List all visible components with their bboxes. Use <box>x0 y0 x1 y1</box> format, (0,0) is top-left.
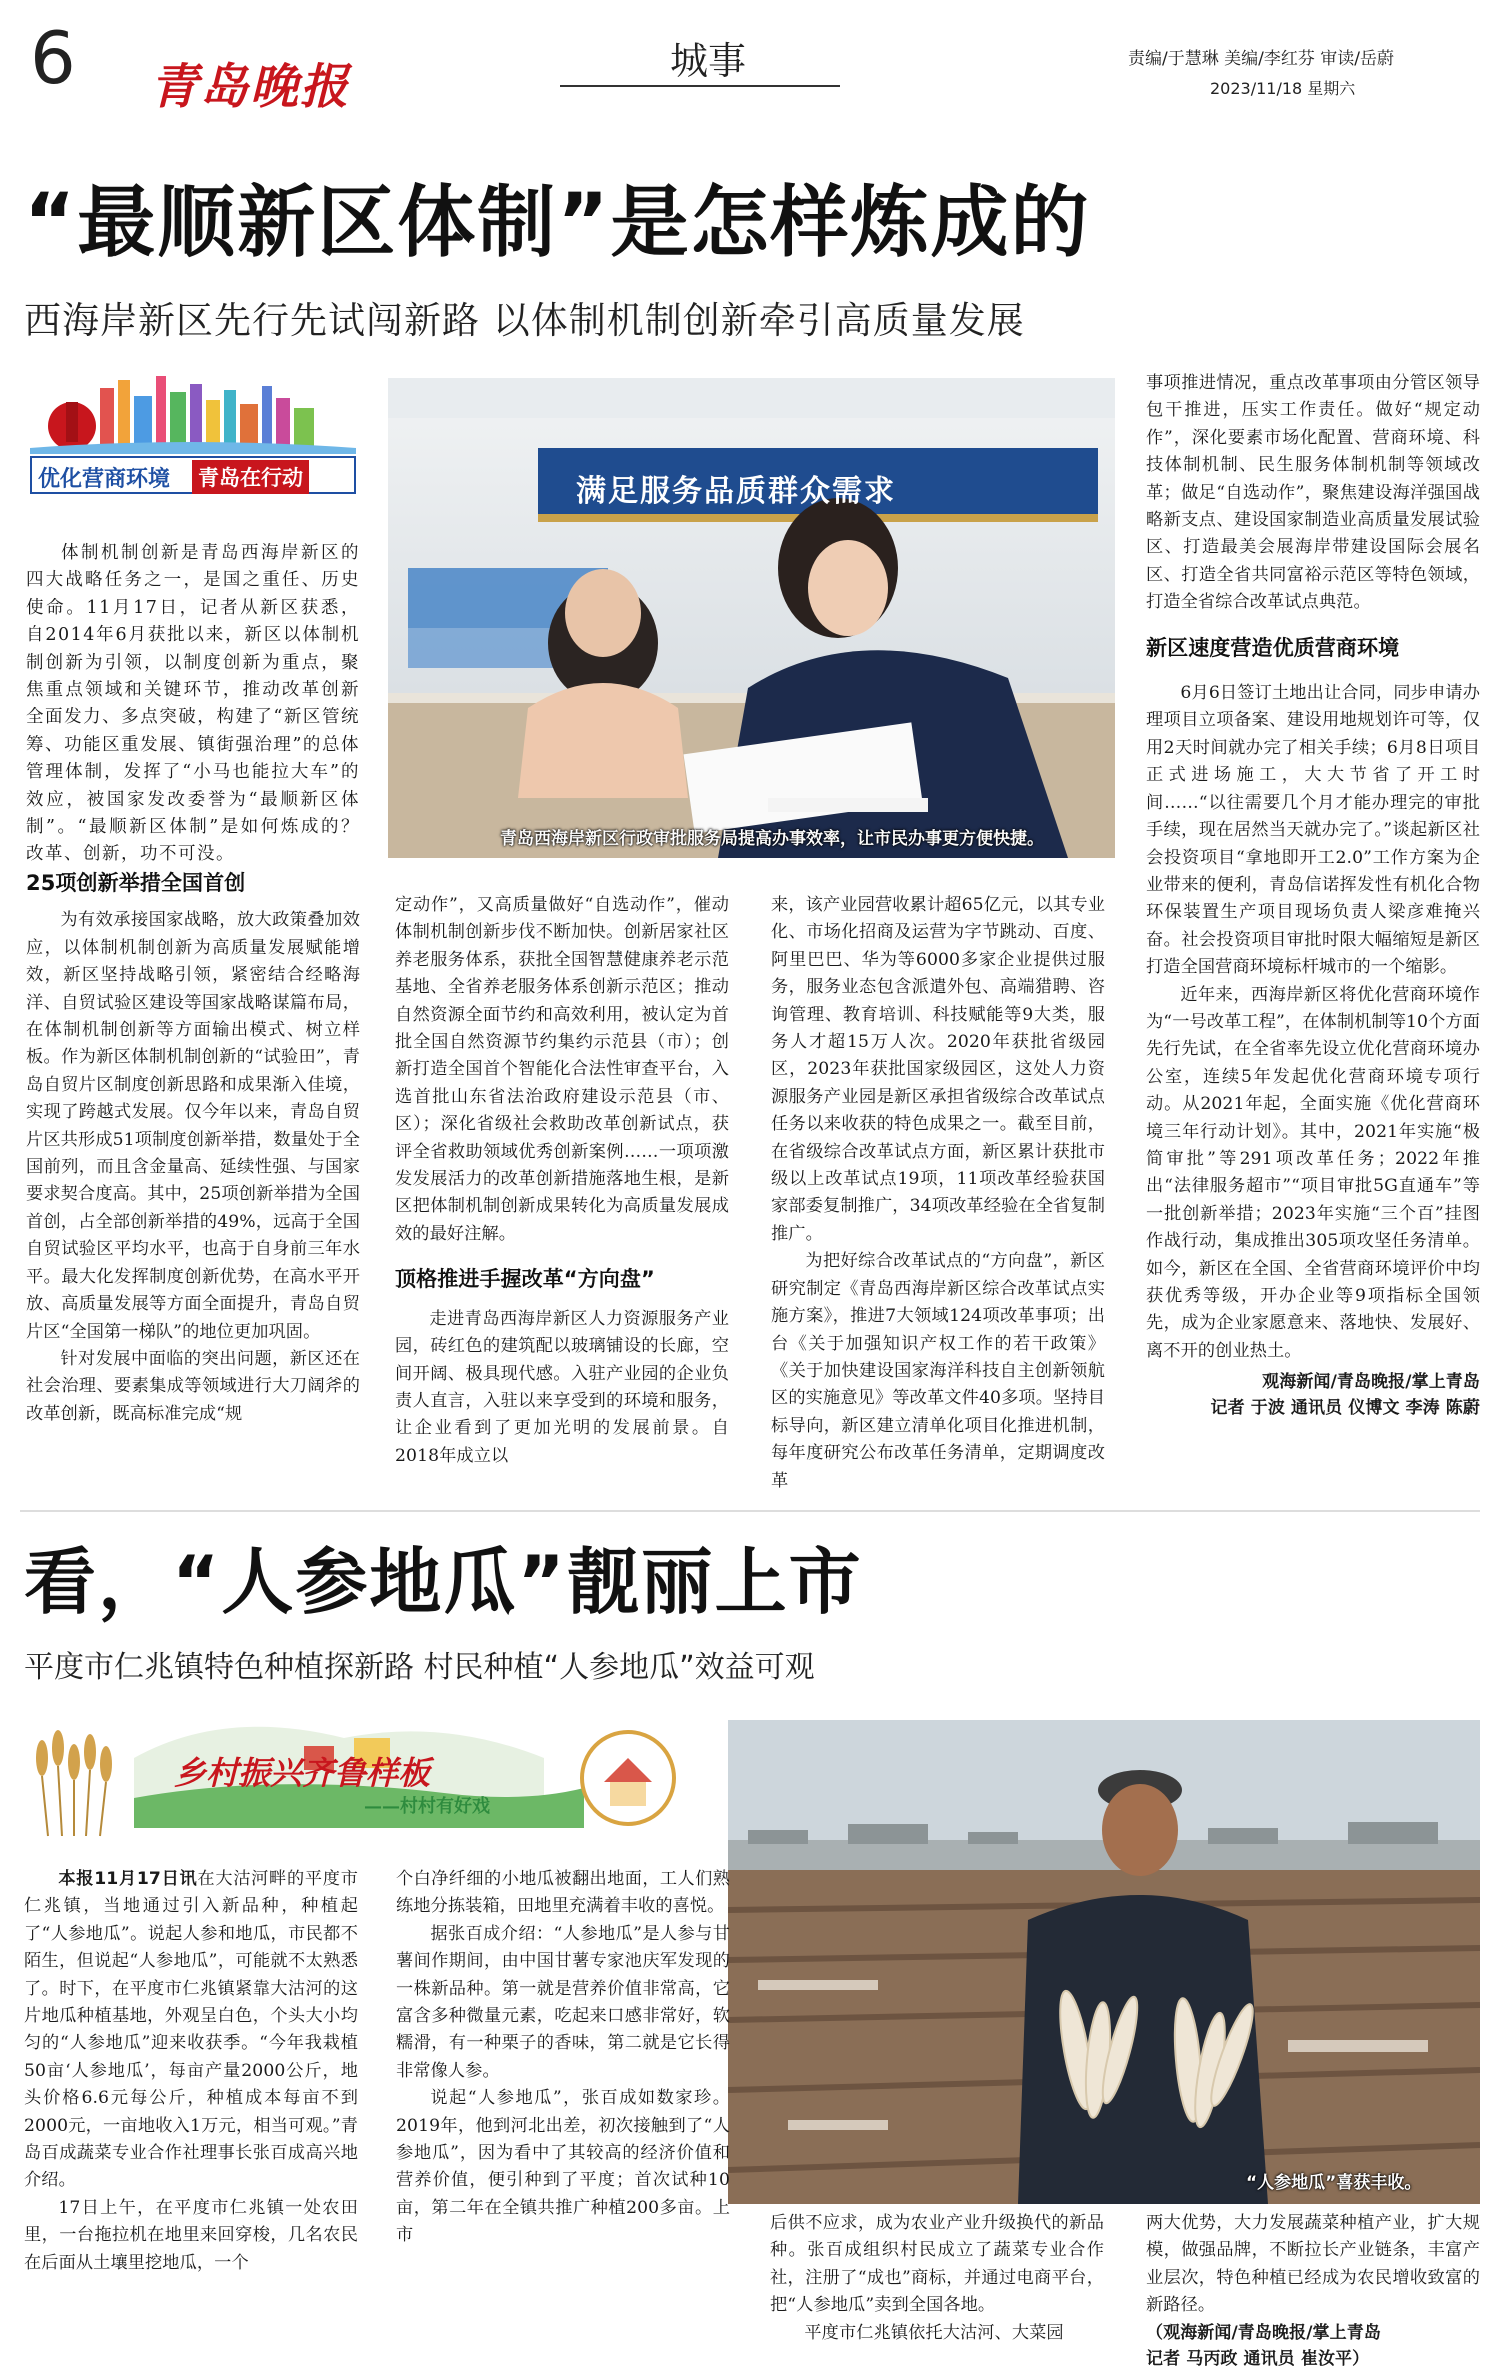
article1-para: 为把好综合改革试点的“方向盘”，新区研究制定《青岛西海岸新区综合改革试点实施方案》，推进7大领域124项改革事项；出台《关于加强知识产权工作的若干政策》《关于加快建设国家海洋科技自主创新领航区的实施意见》等改革文件40多项。坚持目标导向，新区建立清单化项目化推进机制，每年度研究公布改革任务清单，定期调度改革 <box>771 1251 1105 1491</box>
article2-para: 17日上午，在平度市仁兆镇一处农田里，一台拖拉机在地里来回穿梭，几名农民在后面从土壤里挖地瓜，一个 <box>24 2197 358 2273</box>
article2-para: 说起“人参地瓜”，张百成如数家珍。2019年，他到河北出差，初次接触到了“人参地瓜”，因为看中了其较高的经济价值和营养价值，便引种到了平度；首次试种10亩，第二年在全镇共推广种植200多亩。上市 <box>396 2088 730 2246</box>
article1-subhead-1: 25项创新举措全国首创 <box>26 871 246 895</box>
date-line: 2023/11/18 星期六 <box>1210 79 1356 98</box>
editors-line: 责编/于慧琳 美编/李红芬 审读/岳蔚 <box>1128 49 1394 69</box>
article1-para: 走进青岛西海岸新区人力资源服务产业园，砖红色的建筑配以玻璃铺设的长廊，空间开阔、极具现代感。入驻产业园的企业负责人直言，入驻以来享受到的环境和服务，让企业看到了更加光明的发展前景。自2018年成立以 <box>395 1308 729 1466</box>
article1-para: 6月6日签订土地出让合同，同步申请办理项目立项备案、建设用地规划许可等，仅用2天时间就办完了相关手续；6月8日项目正式进场施工，大大节省了开工时间……“以往需要几个月才能办理完的审批手续，现在居然当天就办完了。”谈起新区社会投资项目“拿地即开工2.0”工作方案为企业带来的便利，青岛信诺挥发性有机化合物环保装置生产项目现场负责人梁彦难掩兴奋。社会投资项目审批时限大幅缩短是新区打造全国营商环境标杆城市的一个缩影。 <box>1146 683 1480 978</box>
banner-label-box <box>30 456 356 494</box>
banner-label: 优化营商环境 <box>38 467 171 492</box>
article1-para: 定动作”，又高质量做好“自选动作”，催动体制机制创新步伐不断加快。创新居家社区养老服务体系，获批全国智慧健康养老示范基地、全省养老服务体系创新示范区；推动自然资源全面节约和高效利用，被认定为首批全国自然资源节约集约示范县（市）；创新打造全国首个智能化合法性审查平台，入选首批山东省法治政府建设示范县（市、区）；深化省级社会救助改革创新试点，获评全省救助领域优秀创新案例……一项项激发发展活力的改革创新措施落地生根，是新区把体制机制创新成果转化为高质量发展成效的最好注解。 <box>395 895 729 1244</box>
article2-title: 看，“人参地瓜”靓丽上市 <box>24 1540 863 1624</box>
rural-banner-sublabel: ——村村有好戏 <box>364 1796 490 1817</box>
banner-label-highlight: 青岛在行动 <box>192 460 309 494</box>
article-divider <box>20 1510 1480 1512</box>
article1-column-4 <box>1146 370 1480 1421</box>
newspaper-logo: 青岛晚报 <box>150 59 351 115</box>
article2-byline-source: （观海新闻/青岛晚报/掌上青岛 <box>1146 2322 1381 2343</box>
article2-para: 据张百成介绍：“人参地瓜”是人参与甘薯间作期间，由中国甘薯专家池庆军发现的一株新品种。第一就是营养价值非常高，它富含多种微量元素，吃起来口感非常好，软糯滑，有一种栗子的香味，第二就是它长得非常像人参。 <box>396 1923 730 2081</box>
article1-para: 事项推进情况，重点改革事项由分管区领导包干推进，压实工作责任。做好“规定动作”，深化要素市场化配置、营商环境、科技体制机制、民生服务体制机制等领域改革；做足“自选动作”，聚焦建设海洋强国战略新支点、建设国家制造业高质量发展试验区、打造最美会展海岸带建设国际会展名区、打造全省共同富裕示范区等特色领域，打造全省综合改革试点典范。 <box>1146 373 1480 613</box>
article1-subtitle: 西海岸新区先行先试闯新路 以体制机制创新牵引高质量发展 <box>24 299 1025 342</box>
article1-column-3 <box>771 892 1105 1495</box>
article1-column-2 <box>395 892 729 1470</box>
photo1-caption: 青岛西海岸新区行政审批服务局提高办事效率，让市民办事更方便快捷。 <box>500 829 1044 849</box>
article1-column-1 <box>26 862 360 1428</box>
article2-column-1 <box>24 1866 358 2277</box>
rural-banner <box>24 1718 690 1838</box>
header-rule <box>560 85 840 87</box>
article1-byline-reporters: 记者 于波 通讯员 仪博文 李涛 陈蔚 <box>1210 1398 1480 1419</box>
page-number: 6 <box>30 16 76 100</box>
article1-lead: 体制机制创新是青岛西海岸新区的四大战略任务之一，是国之重任、历史使命。11月17日，记者从新区获悉，自2014年6月获批以来，新区以体制机制创新为引领，以制度创新为重点，聚焦重点领域和关键环节，推动改革创新全面发力、多点突破，构建了“新区管统筹、功能区重发展、镇街强治理”的总体管理体制，发挥了“小马也能拉大车”的效应，被国家发改委誉为“最顺新区体制”。“最顺新区体制”是如何炼成的？改革、创新，功不可没。 <box>26 543 360 865</box>
rural-banner-label: 乡村振兴齐鲁样板 <box>174 1754 431 1792</box>
article2-para: 平度市仁兆镇依托大沽河、大菜园 <box>804 2322 1064 2343</box>
article1-byline-source: 观海新闻/青岛晚报/掌上青岛 <box>1262 1372 1480 1393</box>
article1-para: 针对发展中面临的突出问题，新区还在社会治理、要素集成等领域进行大刀阔斧的改革创新，既高标准完成“规 <box>26 1348 360 1424</box>
article2-para: 后供不应求，成为农业产业升级换代的新品种。张百成组织村民成立了蔬菜专业合作社，注册了“成也”商标，并通过电商平台，把“人参地瓜”卖到全国各地。 <box>770 2213 1104 2316</box>
section-name: 城事 <box>670 39 747 83</box>
photo2-caption: “人参地瓜”喜获丰收。 <box>1246 2173 1422 2193</box>
article2-column-2 <box>396 1866 730 2250</box>
service-hall-photo <box>388 378 1115 858</box>
article2-lead-para: 本报11月17日讯在大沽河畔的平度市仁兆镇，当地通过引入新品种，种植起了“人参地瓜”。说起人参和地瓜，市民都不陌生，但说起“人参地瓜”，可能就不太熟悉了。时下，在平度市仁兆镇紧靠大沽河的这片地瓜种植基地，外观呈白色，个头大小均匀的“人参地瓜”迎来收获季。“今年我栽植50亩‘人参地瓜’，每亩产量2000公斤，地头价格6.6元每公斤，种植成本每亩不到2000元，一亩地收入1万元，相当可观。”青岛百成蔬菜专业合作社理事长张百成高兴地介绍。 <box>24 1869 358 2191</box>
article2-byline-reporters: 记者 马丙政 通讯员 崔汝平） <box>1146 2348 1370 2369</box>
service-sign-text: 满足服务品质群众需求 <box>576 474 896 509</box>
article1-para: 近年来，西海岸新区将优化营商环境作为“一号改革工程”，在体制机制等10个方面先行先试，在全省率先设立优化营商环境办公室，连续5年发起优化营商环境专项行动。从2021年起，全面实施《优化营商环境三年行动计划》。其中，2021年实施“极简审批”等291项改革任务；2022年推出“法律服务超市”“项目审批5G直通车”等一批创新举措；2023年实施“三个百”挂图作战行动，集成推出305项攻坚任务清单。如今，新区在全国、全省营商环境评价中均获优秀等级，开办企业等9项指标全国领先，成为企业家愿意来、落地快、发展好、离不开的创业热土。 <box>1146 984 1480 1361</box>
article1-title: “最顺新区体制”是怎样炼成的 <box>24 178 1091 268</box>
article2-para: 个白净纤细的小地瓜被翻出地面，工人们熟练地分拣装箱，田地里充满着丰收的喜悦。 <box>396 1869 730 1917</box>
article2-column-4 <box>1146 2210 1480 2372</box>
article1-para: 来，该产业园营收累计超65亿元，以其专业化、市场化招商及运营为字节跳动、百度、阿里巴巴、华为等6000多家企业提供过服务，服务业态包含派遣外包、高端猎聘、咨询管理、教育培训、科技赋能等9大类，服务人才超15万人次。2020年获批省级园区，2023年获批国家级园区，这处人力资源服务产业园是新区承担省级综合改革试点任务以来收获的特色成果之一。截至目前，在省级综合改革试点方面，新区累计获批市级以上改革试点19项，11项改革经验获国家部委复制推广，34项改革经验在全省复制推广。 <box>771 895 1105 1244</box>
article2-dateline: 本报11月17日讯 <box>58 1869 198 1889</box>
article2-column-3 <box>770 2210 1104 2347</box>
article1-para: 为有效承接国家战略，放大政策叠加效应，以体制机制创新为高质量发展赋能增效，新区坚持战略引领，紧密结合经略海洋、自贸试验区建设等国家战略谋篇布局，在体制机制创新等方面输出模式、树立样板。作为新区体制机制创新的“试验田”，青岛自贸片区制度创新思路和成果渐入佳境，实现了跨越式发展。仅今年以来，青岛自贸片区共形成51项制度创新举措，数量处于全国前列，而且含金量高、延续性强、与国家要求契合度高。其中，25项创新举措为全国首创，占全部创新举措的49%，远高于全国自贸试验区平均水平，也高于自身前三年水平。最大化发挥制度创新优势，在高水平开放、高质量发展等方面全面提升，青岛自贸片区“全国第一梯队”的地位更加巩固。 <box>26 910 360 1342</box>
business-banner <box>30 376 356 496</box>
article2-subtitle: 平度市仁兆镇特色种植探新路 村民种植“人参地瓜”效益可观 <box>24 1650 815 1685</box>
sweet-potato-harvest-photo <box>728 1720 1480 2204</box>
article1-subhead-3: 新区速度营造优质营商环境 <box>1146 635 1400 660</box>
article2-para: 两大优势，大力发展蔬菜种植产业，扩大规模，做强品牌，不断拉长产业链条，丰富产业层次，特色种植已经成为农民增收致富的新路径。 <box>1146 2213 1480 2316</box>
article1-subhead-2: 顶格推进手握改革“方向盘” <box>395 1267 655 1292</box>
